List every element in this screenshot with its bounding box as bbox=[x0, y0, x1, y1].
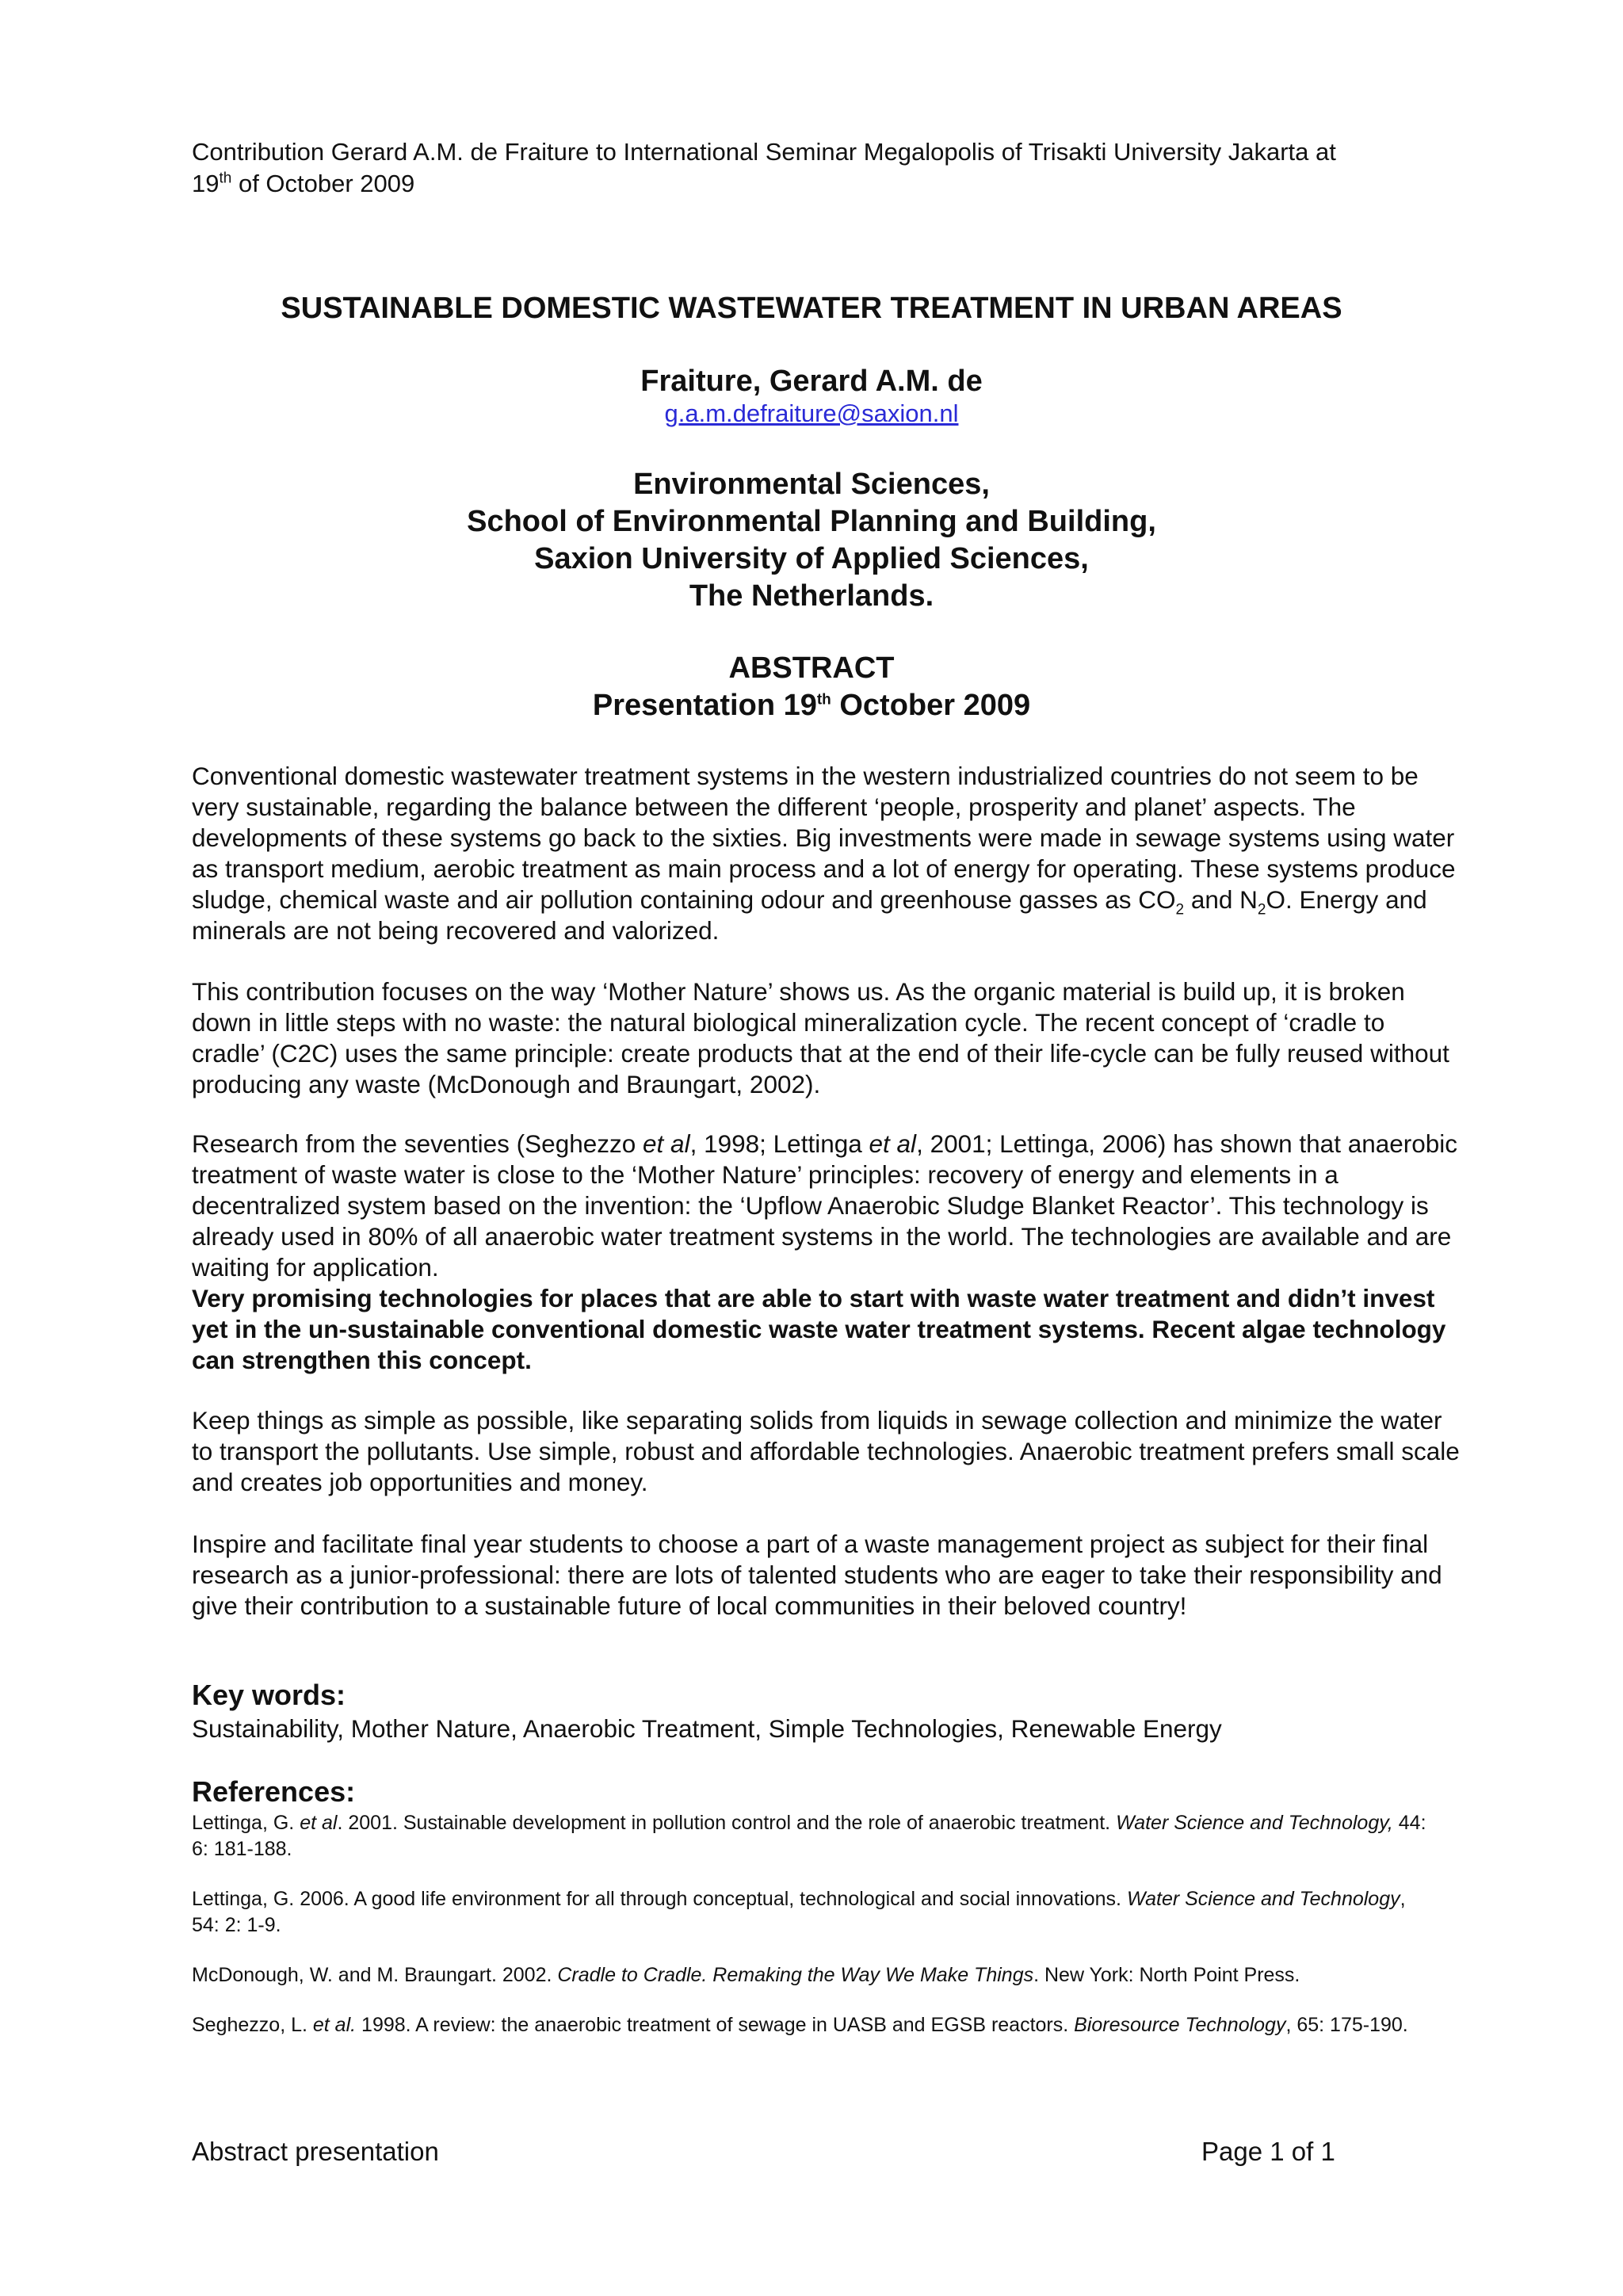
abstract-heading bbox=[0, 650, 1623, 724]
affiliation-line: School of Environmental Planning and Building, bbox=[467, 505, 1156, 538]
p1-sub-2: 2 bbox=[1257, 901, 1266, 919]
p4-text: Keep things as simple as possible, like separating solids from liquids in sewage collection and minimize the water to transport the pollutants. Use simple, robust and affordable technologies. Anaerobic treatment prefers small scale and creates job opportunities and money. bbox=[192, 1406, 1460, 1496]
reference-item bbox=[192, 2012, 1428, 2038]
p1-sub-1: 2 bbox=[1175, 901, 1185, 919]
presentation-date bbox=[0, 687, 1623, 724]
ref-text: Seghezzo, L. bbox=[192, 2014, 313, 2036]
ref-text: 1998. A review: the anaerobic treatment of sewage in UASB and EGSB reactors. bbox=[356, 2014, 1075, 2036]
header-line2-sup: th bbox=[219, 170, 232, 187]
ref-journal: Bioresource Technology bbox=[1074, 2014, 1286, 2036]
p3-text-a: Research from the seventies (Seghezzo bbox=[192, 1129, 643, 1158]
paragraph-5 bbox=[192, 1529, 1460, 1622]
presentation-sup: th bbox=[816, 691, 831, 709]
p2-text: This contribution focuses on the way ‘Mother Nature’ shows us. As the organic material is build up, it is broken down in little steps with no waste: the natural biological mineralization cycle. The recent concept of ‘cradle to cradle’ (C2C) uses the same principle: create products that at the end of their life-cycle can be fully reused without producing any waste (McDonough and Braungart, 2002). bbox=[192, 977, 1449, 1098]
paragraph-3 bbox=[192, 1129, 1460, 1376]
affiliation-line: The Netherlands. bbox=[689, 579, 934, 613]
ref-text: 44: 6: 181-188. bbox=[192, 1812, 1426, 1860]
reference-item bbox=[192, 1810, 1428, 1862]
affiliation-line: Environmental Sciences, bbox=[633, 468, 990, 501]
ref-text: , 54: 2: 1-9. bbox=[192, 1888, 1406, 1936]
affiliation bbox=[0, 466, 1623, 615]
keywords-text: Sustainability, Mother Nature, Anaerobic Treatment, Simple Technologies, Renewable Energy bbox=[192, 1714, 1222, 1743]
reference-item bbox=[192, 1962, 1428, 1988]
p3-text-b: , 1998; Lettinga bbox=[689, 1129, 869, 1158]
affiliation-line: Saxion University of Applied Sciences, bbox=[534, 542, 1089, 575]
author-email bbox=[0, 399, 1623, 429]
ref-italic: et al. bbox=[312, 2014, 357, 2036]
paragraph-1 bbox=[192, 761, 1460, 946]
p3-italic-2: et al bbox=[869, 1129, 917, 1158]
presentation-pre: Presentation 19 bbox=[592, 689, 817, 722]
header-note bbox=[192, 136, 1460, 200]
ref-journal: Cradle to Cradle. Remaking the Way We Make Things bbox=[557, 1964, 1034, 1986]
author-name: Fraiture, Gerard A.M. de bbox=[640, 365, 983, 398]
page-number: Page 1 of 1 bbox=[1201, 2137, 1335, 2166]
keywords-heading: Key words: bbox=[192, 1679, 346, 1711]
ref-journal: Water Science and Technology, bbox=[1116, 1812, 1393, 1834]
ref-italic: et al bbox=[300, 1812, 338, 1834]
p3-italic-1: et al bbox=[643, 1129, 690, 1158]
ref-text: Lettinga, G. 2006. A good life environment for all through conceptual, technological and social innovations. bbox=[192, 1888, 1127, 1910]
ref-text: McDonough, W. and M. Braungart. 2002. bbox=[192, 1964, 558, 1986]
abstract-label: ABSTRACT bbox=[728, 651, 895, 685]
email-link[interactable]: g.a.m.defraiture@saxion.nl bbox=[664, 399, 959, 427]
reference-item bbox=[192, 1886, 1428, 1939]
ref-text: , 65: 175-190. bbox=[1285, 2014, 1408, 2036]
presentation-post: October 2009 bbox=[831, 689, 1031, 722]
paragraph-4 bbox=[192, 1405, 1460, 1498]
footer-label: Abstract presentation bbox=[192, 2137, 439, 2166]
p5-text: Inspire and facilitate final year students to choose a part of a waste management project as subject for their final research as a junior-professional: there are lots of talented students who are eager to take their responsibility and give their contribution to a sustainable future of local communities in their beloved country! bbox=[192, 1530, 1442, 1620]
ref-text: . 2001. Sustainable development in pollution control and the role of anaerobic treatment. bbox=[337, 1812, 1117, 1834]
references-heading: References: bbox=[192, 1775, 356, 1808]
p1-text-c: O. Energy and minerals are not being recovered and valorized. bbox=[192, 885, 1427, 945]
paragraph-2 bbox=[192, 976, 1460, 1100]
ref-text: Lettinga, G. bbox=[192, 1812, 300, 1834]
ref-journal: Water Science and Technology bbox=[1126, 1888, 1400, 1910]
p3-text-c: , 2001; Lettinga, 2006) has shown that anaerobic treatment of waste water is close to the ‘Mother Nature’ principles: recovery of energy and elements in a decentralized system based on the invention: the ‘Upflow Anaerobic Sludge Blanket Reactor’. This technology is already used in 80% of all anaerobic water treatment systems in the world. The technologies are available and are waiting for application. bbox=[192, 1129, 1458, 1282]
p1-text-a: Conventional domestic wastewater treatment systems in the western industrialized countries do not seem to be very sustainable, regarding the balance between the different ‘people, prosperity and planet’ aspects. The developments of these systems go back to the sixties. Big investments were made in sewage systems using water as transport medium, aerobic treatment as main process and a lot of energy for operating. These systems produce sludge, chemical waste and air pollution containing odour and greenhouse gasses as CO bbox=[192, 762, 1456, 914]
header-line2-num: 19 bbox=[192, 170, 220, 197]
header-line2-rest: of October 2009 bbox=[231, 170, 415, 197]
header-line1: Contribution Gerard A.M. de Fraiture to International Seminar Megalopolis of Trisakti University Jakarta at bbox=[192, 138, 1336, 166]
paper-title: SUSTAINABLE DOMESTIC WASTEWATER TREATMENT IN URBAN AREAS bbox=[281, 292, 1342, 325]
p1-text-b: and N bbox=[1184, 885, 1258, 914]
references-list bbox=[192, 1810, 1428, 2062]
ref-text: . New York: North Point Press. bbox=[1033, 1964, 1300, 1986]
p3-bold-text: Very promising technologies for places that are able to start with waste water treatment and didn’t invest yet in the un-sustainable conventional domestic waste water treatment systems. Recent algae technology can strengthen this concept. bbox=[192, 1284, 1446, 1374]
